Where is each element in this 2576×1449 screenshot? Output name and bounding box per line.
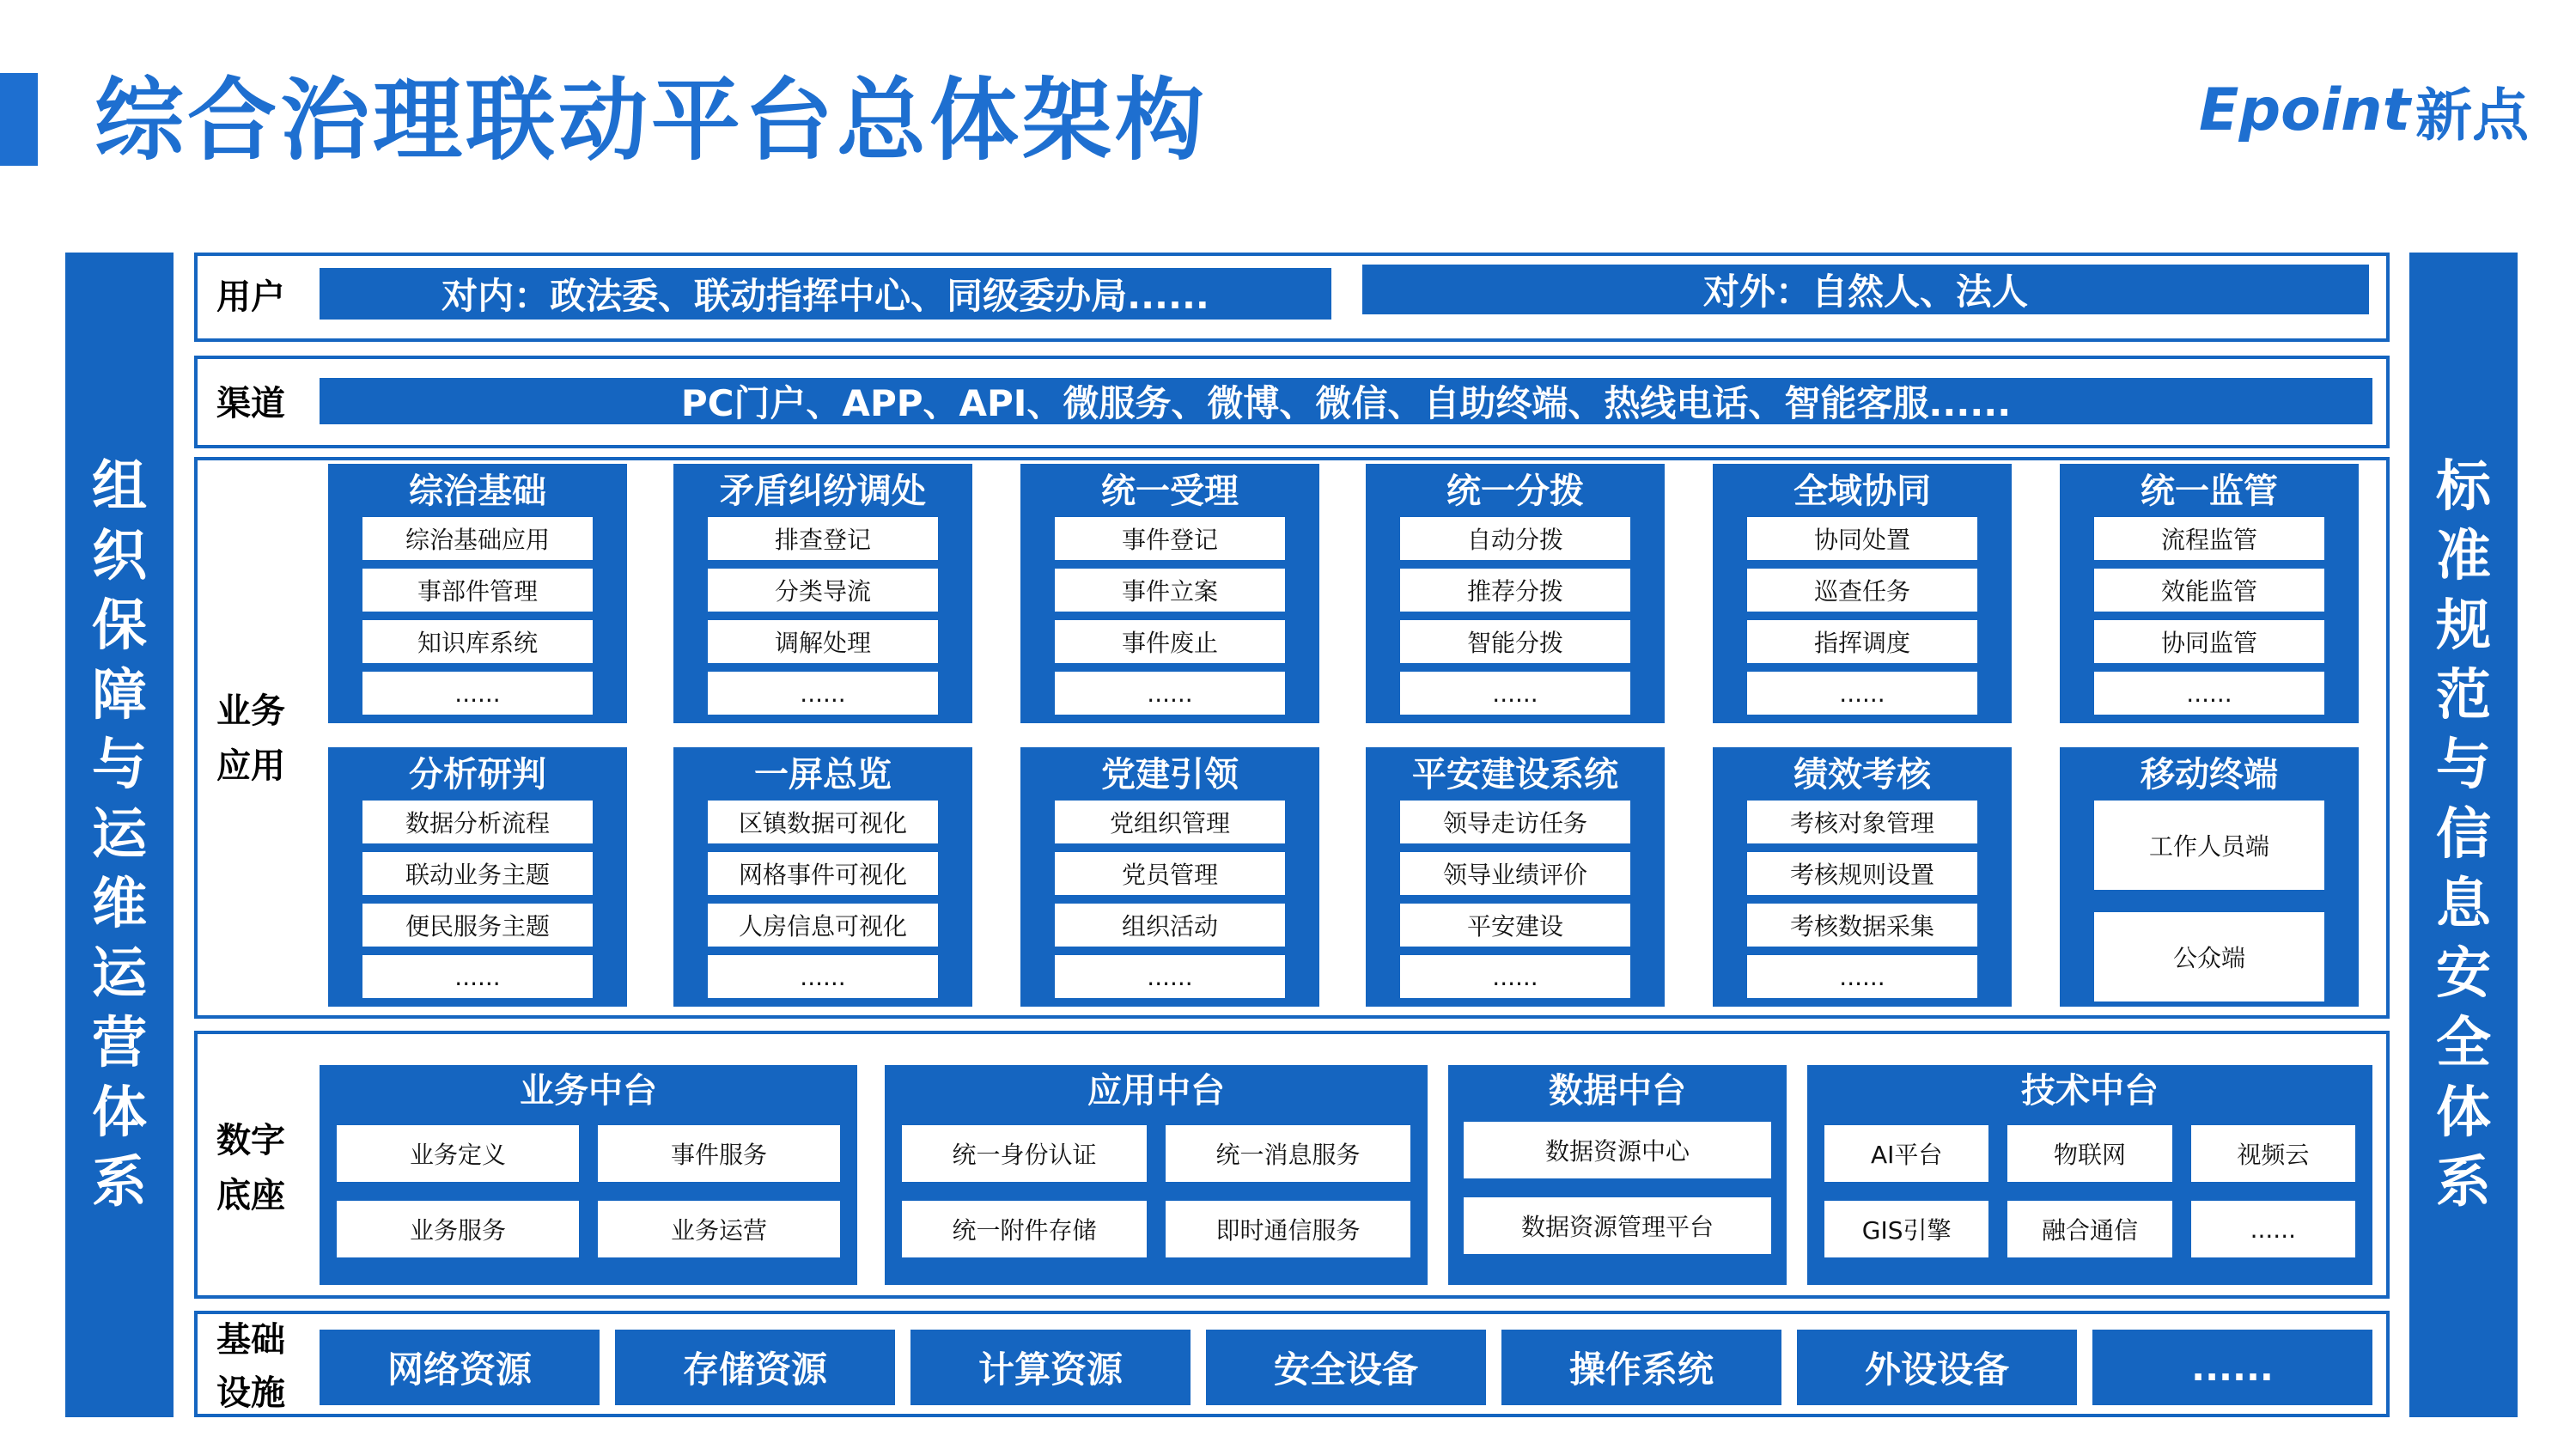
business-card-item: 网格事件可视化	[708, 852, 938, 895]
digital-item: 即时通信服务	[1166, 1201, 1410, 1257]
business-card-title: 统一分拨	[1446, 472, 1584, 511]
side-left-char: 保	[92, 594, 147, 658]
digital-panel	[1448, 1065, 1787, 1285]
business-card-item: 联动业务主题	[362, 852, 593, 895]
business-card	[1366, 747, 1665, 1007]
business-card-item: 事件立案	[1055, 569, 1285, 612]
business-card-title: 全域协同	[1793, 472, 1931, 511]
digital-panel	[320, 1065, 857, 1285]
infra-item: 安全设备	[1206, 1330, 1486, 1405]
layer-label-channel: 渠道	[216, 384, 285, 423]
business-card	[1713, 747, 2012, 1007]
side-right-char: 安	[2436, 941, 2491, 1006]
business-card-item: 指挥调度	[1747, 620, 1977, 663]
digital-panel-title: 业务中台	[520, 1071, 657, 1111]
business-card-title: 党建引领	[1101, 755, 1239, 795]
business-card-item: 领导走访任务	[1400, 801, 1630, 843]
business-card-item: 数据分析流程	[362, 801, 593, 843]
brand-logo	[2199, 76, 2530, 149]
digital-panel-title: 技术中台	[2021, 1071, 2159, 1111]
business-card-item: 考核数据采集	[1747, 904, 1977, 947]
layer-label-digital-1: 数字	[216, 1121, 285, 1160]
business-card-item: ......	[1747, 672, 1977, 715]
business-card-item: 流程监管	[2094, 517, 2324, 560]
side-left-char: 运	[92, 941, 147, 1006]
business-card-item: ......	[1055, 955, 1285, 998]
business-card-title: 一屏总览	[754, 755, 892, 795]
business-card-item: ......	[1400, 672, 1630, 715]
business-card-item: 党组织管理	[1055, 801, 1285, 843]
business-card-item: 工作人员端	[2094, 801, 2324, 890]
business-card-item: 自动分拨	[1400, 517, 1630, 560]
side-left-char: 系	[92, 1150, 147, 1215]
infra-item: 存储资源	[615, 1330, 895, 1405]
business-card-item: 人房信息可视化	[708, 904, 938, 947]
business-card-item: 分类导流	[708, 569, 938, 612]
digital-panel	[885, 1065, 1428, 1285]
side-right-char: 标	[2436, 454, 2491, 519]
side-right-char: 系	[2436, 1150, 2491, 1215]
business-card	[2060, 464, 2359, 723]
infra-item: 操作系统	[1501, 1330, 1781, 1405]
business-card-item: ......	[362, 955, 593, 998]
infra-item: 网络资源	[320, 1330, 600, 1405]
digital-panel-title: 应用中台	[1087, 1071, 1225, 1111]
side-right-char: 规	[2436, 594, 2491, 658]
layer-label-infra-2: 设施	[216, 1373, 285, 1413]
digital-item: 融合通信	[2007, 1201, 2171, 1257]
side-left-char: 运	[92, 802, 147, 867]
user-internal-bar: 对内：政法委、联动指挥中心、同级委办局......	[320, 268, 1331, 320]
business-card-item: 调解处理	[708, 620, 938, 663]
business-card-item: 便民服务主题	[362, 904, 593, 947]
logo-en: Epoint	[2199, 76, 2411, 144]
side-right-char: 与	[2436, 733, 2491, 797]
side-right-char: 息	[2436, 872, 2491, 936]
business-card-item: 领导业绩评价	[1400, 852, 1630, 895]
digital-item: 事件服务	[598, 1125, 840, 1182]
side-right-char: 全	[2436, 1011, 2491, 1075]
digital-item: 物联网	[2007, 1125, 2171, 1182]
business-card-item: 巡查任务	[1747, 569, 1977, 612]
business-card-item: 区镇数据可视化	[708, 801, 938, 843]
business-card-item: 效能监管	[2094, 569, 2324, 612]
side-left-char: 与	[92, 733, 147, 797]
business-card-item: ......	[1747, 955, 1977, 998]
side-right-char: 准	[2436, 524, 2491, 588]
business-card-item: 平安建设	[1400, 904, 1630, 947]
business-card	[328, 464, 627, 723]
business-card-item: ......	[1055, 672, 1285, 715]
digital-item: 统一消息服务	[1166, 1125, 1410, 1182]
layer-label-digital-2: 底座	[216, 1176, 285, 1215]
business-card	[2060, 747, 2359, 1007]
digital-item: ......	[2191, 1201, 2355, 1257]
business-card-item: 党员管理	[1055, 852, 1285, 895]
business-card-item: ......	[2094, 672, 2324, 715]
digital-item: 数据资源中心	[1464, 1122, 1771, 1178]
infra-item: ......	[2092, 1330, 2372, 1405]
business-card-title: 绩效考核	[1793, 755, 1931, 795]
business-card-title: 平安建设系统	[1412, 755, 1618, 795]
business-card-item: 知识库系统	[362, 620, 593, 663]
digital-item: 数据资源管理平台	[1464, 1197, 1771, 1254]
business-card-item: 考核规则设置	[1747, 852, 1977, 895]
title-accent-bar	[0, 73, 38, 166]
business-card-title: 综治基础	[409, 472, 546, 511]
side-left-char: 维	[92, 872, 147, 936]
page-title: 综合治理联动平台总体架构	[94, 68, 1209, 173]
business-card-item: ......	[708, 672, 938, 715]
infra-item: 外设设备	[1797, 1330, 2077, 1405]
infra-item: 计算资源	[910, 1330, 1191, 1405]
business-card	[1020, 464, 1319, 723]
business-card	[1366, 464, 1665, 723]
business-card-item: 智能分拨	[1400, 620, 1630, 663]
side-left-char: 织	[92, 524, 147, 588]
digital-item: GIS引擎	[1824, 1201, 1988, 1257]
business-card-title: 移动终端	[2141, 755, 2278, 795]
side-left-char: 组	[92, 454, 147, 519]
logo-cn: 新点	[2415, 82, 2530, 149]
business-card-item: ......	[708, 955, 938, 998]
business-card-item: ......	[362, 672, 593, 715]
business-card-title: 统一受理	[1101, 472, 1239, 511]
side-left-column	[65, 253, 174, 1417]
business-card	[673, 464, 972, 723]
digital-panel-title: 数据中台	[1549, 1071, 1686, 1111]
business-card-title: 统一监管	[2141, 472, 2278, 511]
business-card	[673, 747, 972, 1007]
digital-item: 统一身份认证	[902, 1125, 1147, 1182]
digital-item: AI平台	[1824, 1125, 1988, 1182]
business-card-item: 事件废止	[1055, 620, 1285, 663]
business-card-item: 事件登记	[1055, 517, 1285, 560]
side-left-char: 障	[92, 663, 147, 728]
layer-label-business-1: 业务	[216, 691, 285, 731]
business-card-item: 综治基础应用	[362, 517, 593, 560]
digital-item: 视频云	[2191, 1125, 2355, 1182]
channel-bar: PC门户、APP、API、微服务、微博、微信、自助终端、热线电话、智能客服......	[320, 378, 2372, 424]
business-card-item: ......	[1400, 955, 1630, 998]
digital-item: 业务运营	[598, 1201, 840, 1257]
digital-item: 统一附件存储	[902, 1201, 1147, 1257]
digital-item: 业务服务	[337, 1201, 579, 1257]
digital-panel	[1807, 1065, 2372, 1285]
side-right-char: 范	[2436, 663, 2491, 728]
business-card-item: 协同监管	[2094, 620, 2324, 663]
business-card-item: 公众端	[2094, 912, 2324, 1002]
side-right-char: 体	[2436, 1081, 2491, 1145]
side-left-char: 体	[92, 1081, 147, 1145]
layer-label-user: 用户	[216, 277, 285, 317]
side-right-column	[2409, 253, 2518, 1417]
side-left-char: 营	[92, 1011, 147, 1075]
layer-label-infra-1: 基础	[216, 1320, 285, 1360]
business-card	[328, 747, 627, 1007]
business-card-item: 考核对象管理	[1747, 801, 1977, 843]
business-card-item: 组织活动	[1055, 904, 1285, 947]
business-card-title: 矛盾纠纷调处	[720, 472, 926, 511]
layer-label-business-2: 应用	[216, 746, 285, 786]
business-card	[1020, 747, 1319, 1007]
business-card-title: 分析研判	[409, 755, 546, 795]
business-card-item: 推荐分拨	[1400, 569, 1630, 612]
digital-item: 业务定义	[337, 1125, 579, 1182]
user-external-bar: 对外：自然人、法人	[1362, 265, 2369, 314]
business-card-item: 事部件管理	[362, 569, 593, 612]
business-card-item: 排查登记	[708, 517, 938, 560]
business-card-item: 协同处置	[1747, 517, 1977, 560]
business-card	[1713, 464, 2012, 723]
side-right-char: 信	[2436, 802, 2491, 867]
